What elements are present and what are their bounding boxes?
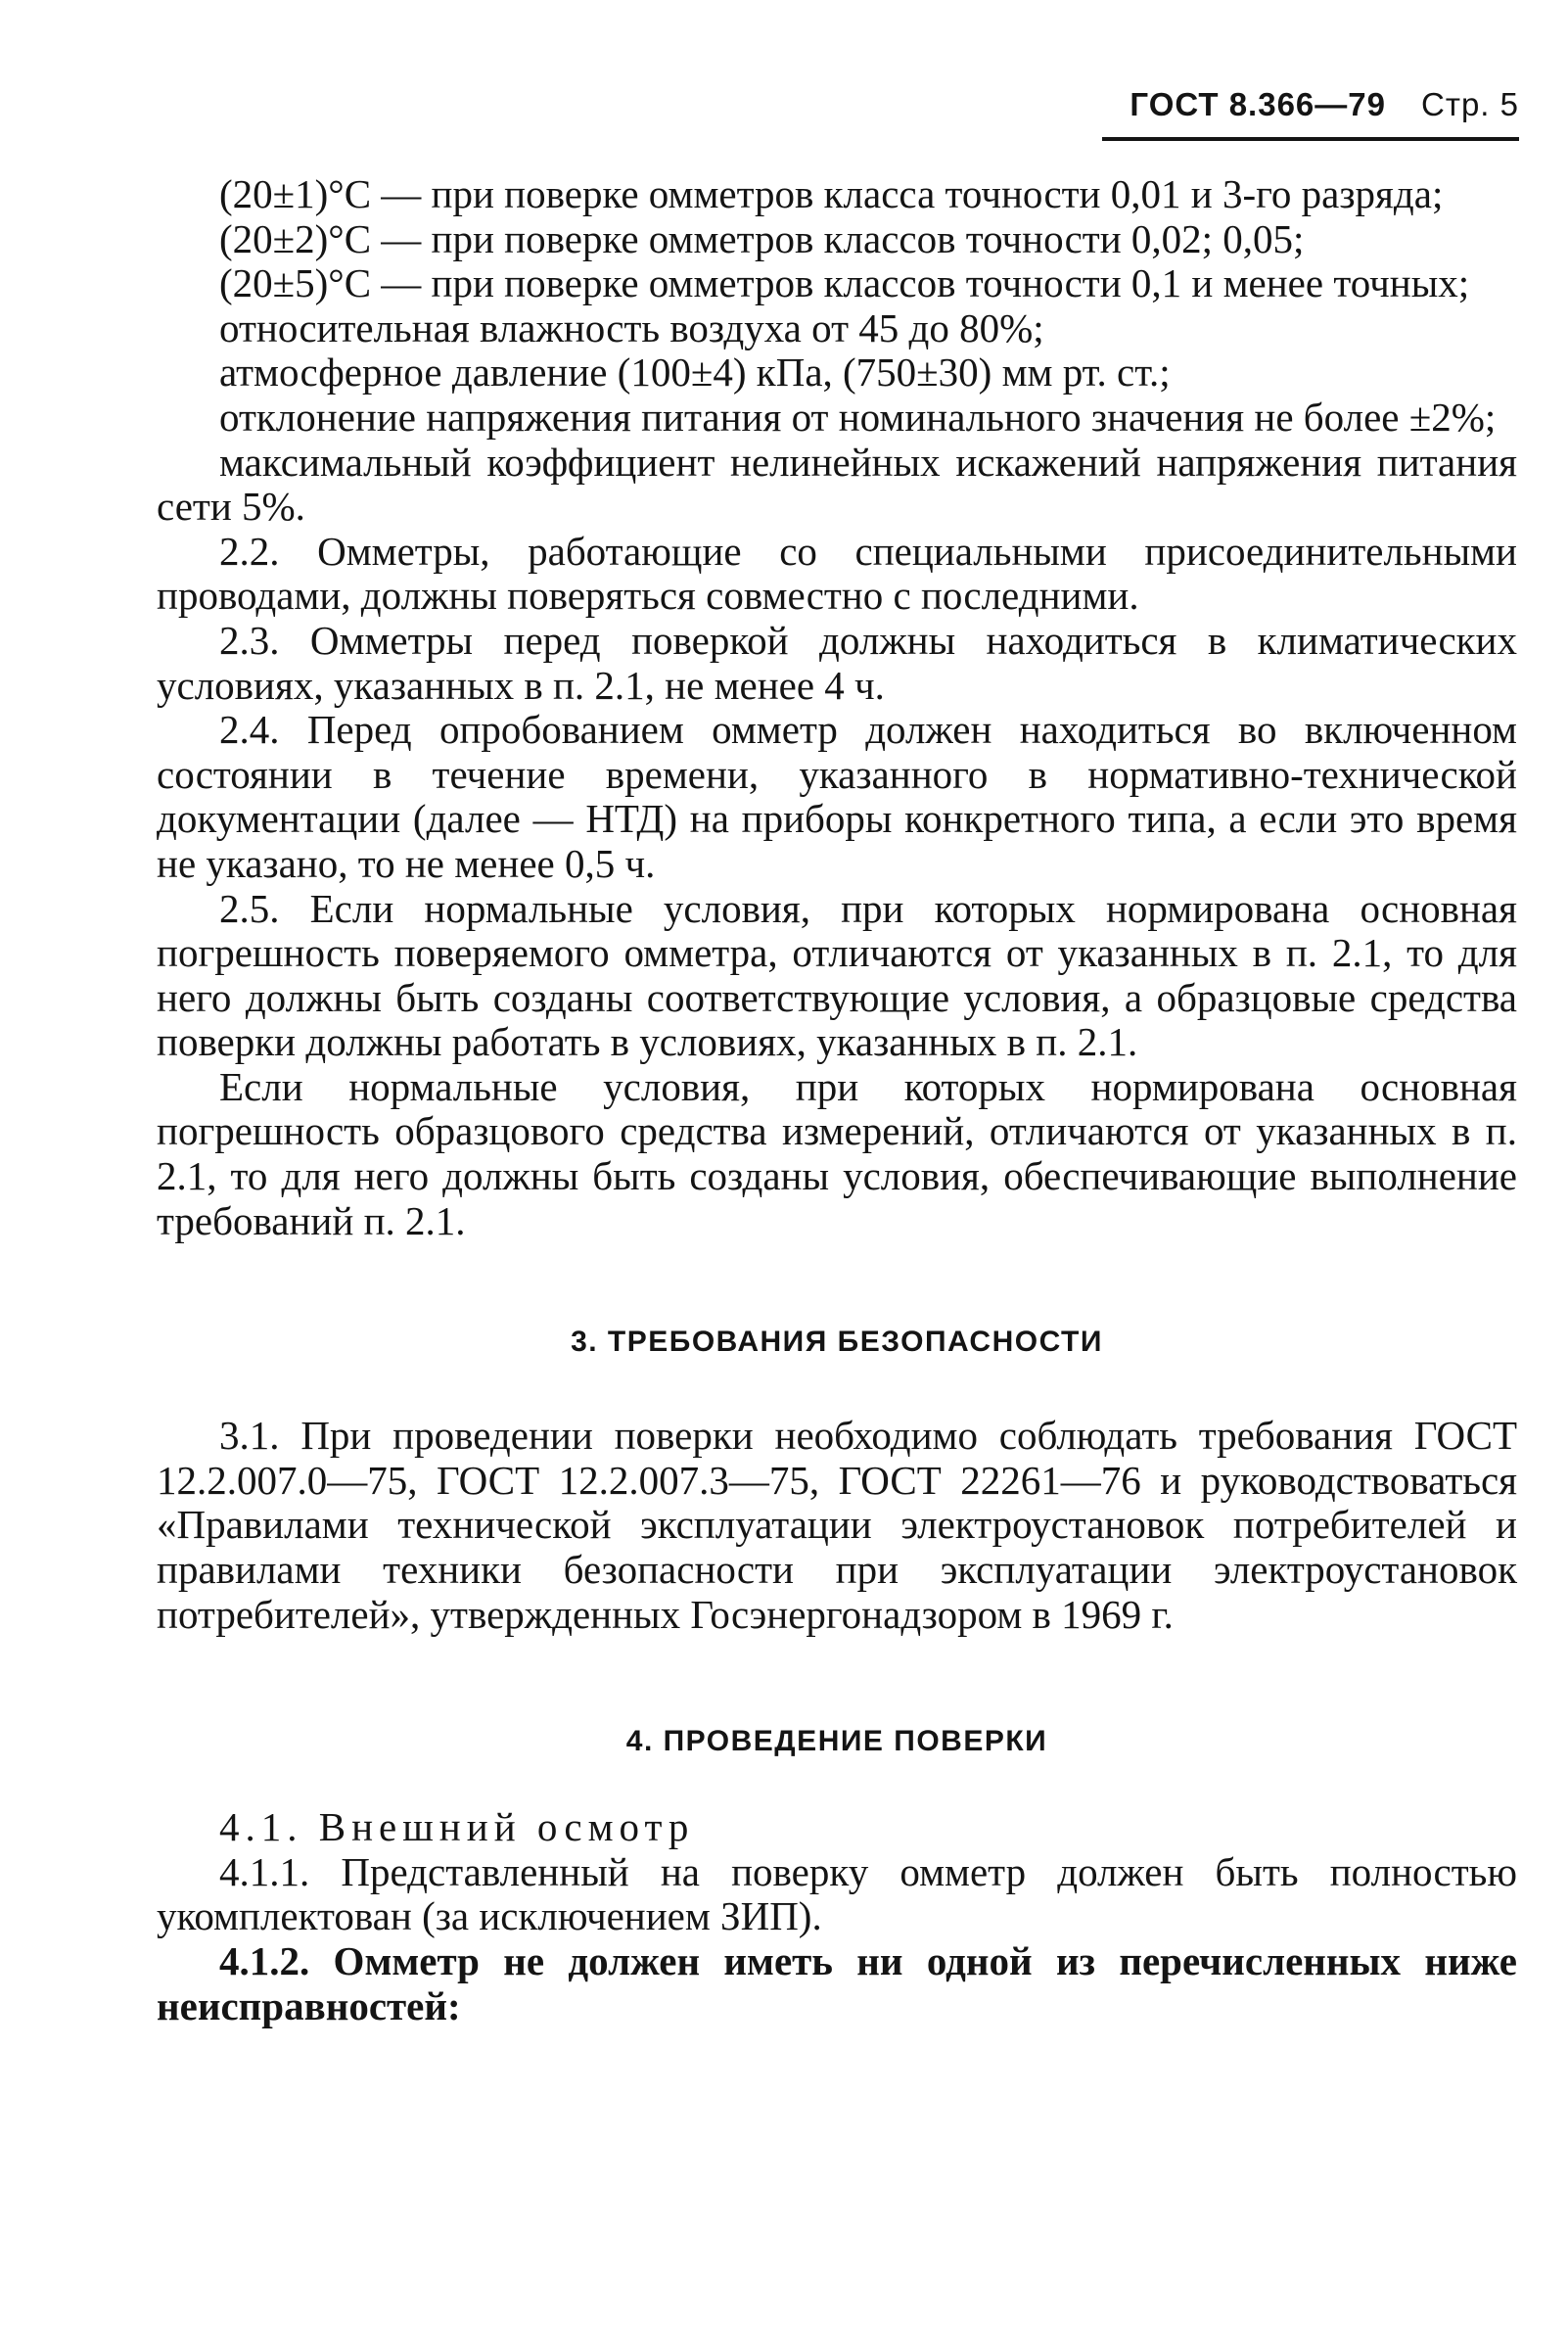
paragraph: Если нормальные условия, при которых нормирована основная погрешность образцового средства измерений, отличаются от указанных в п. 2.1, то для него должны быть созданы условия, обеспечивающие выполнение требований п. 2.1. [157, 1063, 1517, 1243]
paragraph: (20±5)°С — при поверке омметров классов точности 0,1 и менее точных; [219, 260, 1470, 306]
page-body [157, 172, 1517, 2028]
paragraph: (20±1)°С — при поверке омметров класса точности 0,01 и 3-го разряда; [219, 171, 1444, 216]
section-heading: 3. ТРЕБОВАНИЯ БЕЗОПАСНОСТИ [571, 1326, 1103, 1359]
section-heading: 4. ПРОВЕДЕНИЕ ПОВЕРКИ [625, 1725, 1048, 1758]
paragraph: 4.1.2. Омметр не должен иметь ни одной из перечисленных ниже неисправностей: [157, 1938, 1517, 2028]
page-number: Стр. 5 [1421, 86, 1519, 122]
paragraph: атмосферное давление (100±4) кПа, (750±30) мм рт. ст.; [219, 349, 1171, 396]
paragraph: 2.3. Омметры перед поверкой должны находиться в климатических условиях, указанных в п. 2.1, не менее 4 ч. [157, 617, 1517, 708]
paragraph: 2.2. Омметры, работающие со специальными присоединительными проводами, должны поверяться совместно с последними. [157, 528, 1517, 619]
page-header [1102, 86, 1519, 141]
paragraph: 4.1.1. Представленный на поверку омметр должен быть полностью укомплектован (за исключением ЗИП). [157, 1848, 1517, 1939]
paragraph: 2.5. Если нормальные условия, при которых нормирована основная погрешность поверяемого омметра, отличаются от указанных в п. 2.1, то для него должны быть созданы соответствующие условия, а образцовые средства поверки должны работать в условиях, указанных в п. 2.1. [157, 885, 1517, 1065]
subsection-heading: 4.1. Внешний осмотр [219, 1804, 695, 1850]
paragraph: относительная влажность воздуха от 45 до 80%; [219, 304, 1044, 350]
paragraph: 2.4. Перед опробованием омметр должен находиться во включенном состоянии в течение времени, указанного в нормативно-технической документации (далее — НТД) на приборы конкретного типа, а если это время не указано, то не менее 0,5 ч. [157, 707, 1517, 886]
paragraph: отклонение напряжения питания от номинального значения не более ±2%; [219, 394, 1497, 440]
paragraph: (20±2)°С — при поверке омметров классов точности 0,02; 0,05; [219, 215, 1305, 261]
paragraph: 3.1. При проведении поверки необходимо соблюдать требования ГОСТ 12.2.007.0—75, ГОСТ 12.2.007.3—75, ГОСТ 22261—76 и руководствоваться «Правилами технической эксплуатации электроустановок потребителей и правилами техники безопасности при эксплуатации электроустановок потребителей», утвержденных Госэнергонадзором в 1969 г. [157, 1413, 1517, 1637]
document-code: ГОСТ 8.366—79 [1130, 86, 1386, 122]
paragraph: максимальный коэффициент нелинейных искажений напряжения питания сети 5%. [157, 439, 1517, 530]
